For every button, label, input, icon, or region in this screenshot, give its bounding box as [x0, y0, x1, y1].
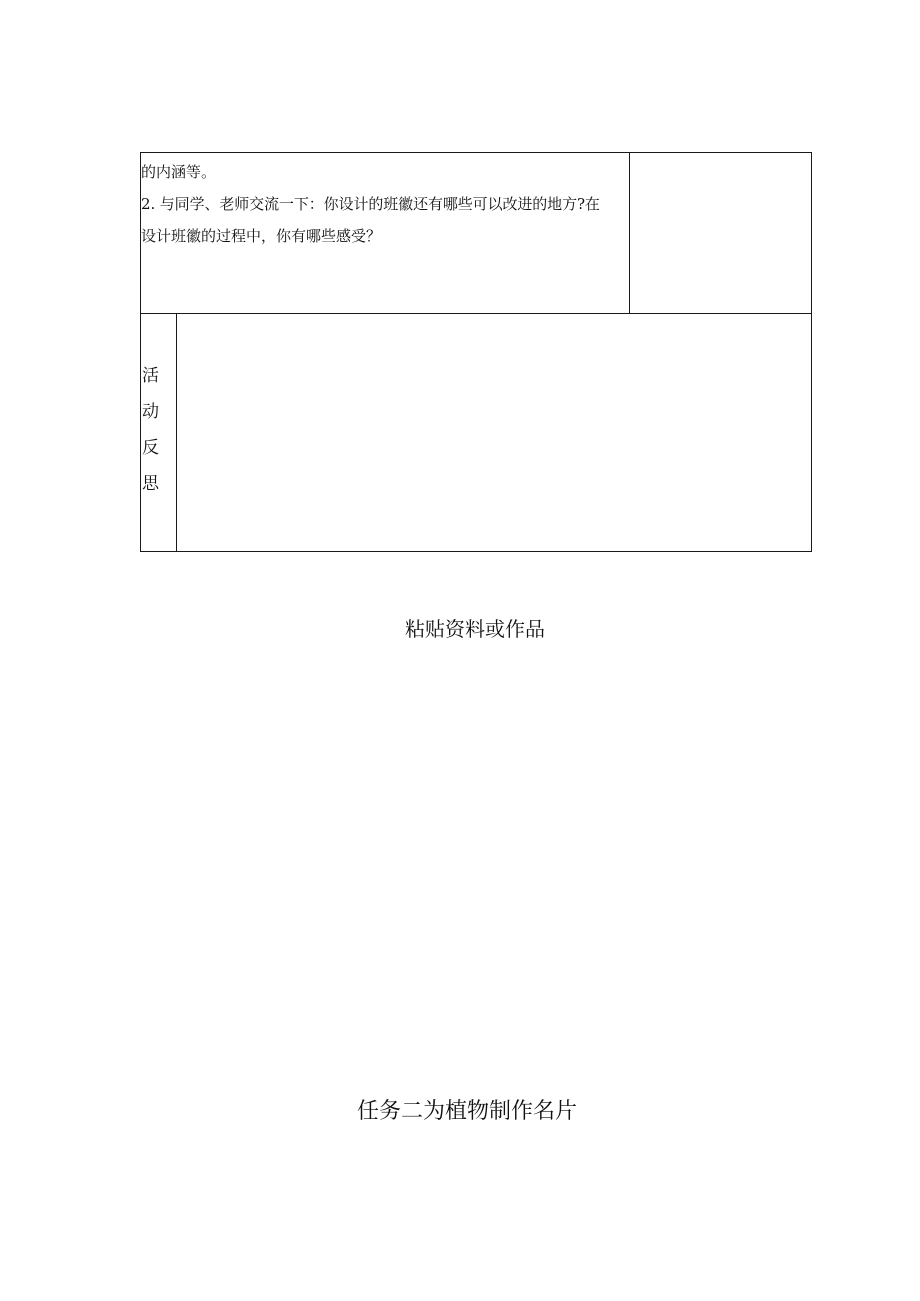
- paste-caption: 粘贴资料或作品: [405, 617, 545, 641]
- label-char: 思: [142, 474, 159, 494]
- table-row-divider: [140, 313, 812, 314]
- lower-row-label-divider: [176, 313, 177, 552]
- upper-row-column-divider: [629, 152, 630, 314]
- upper-cell-text-line-2: 2. 与同学、老师交流一下：你设计的班徽还有哪些可以改进的地方?在: [141, 195, 600, 213]
- label-char: 动: [142, 402, 159, 422]
- reflection-answer-area[interactable]: [178, 315, 810, 550]
- label-char: 活: [142, 366, 159, 386]
- table-border-bottom: [140, 551, 812, 552]
- label-char: 反: [142, 438, 159, 458]
- task-title: 任务二为植物制作名片: [356, 1099, 577, 1124]
- upper-cell-text-line-1: 的内涵等。: [141, 163, 217, 181]
- upper-cell-text-line-3: 设计班徽的过程中，你有哪些感受？: [141, 227, 382, 245]
- table-border-top: [140, 152, 812, 153]
- table-border-right: [811, 152, 812, 552]
